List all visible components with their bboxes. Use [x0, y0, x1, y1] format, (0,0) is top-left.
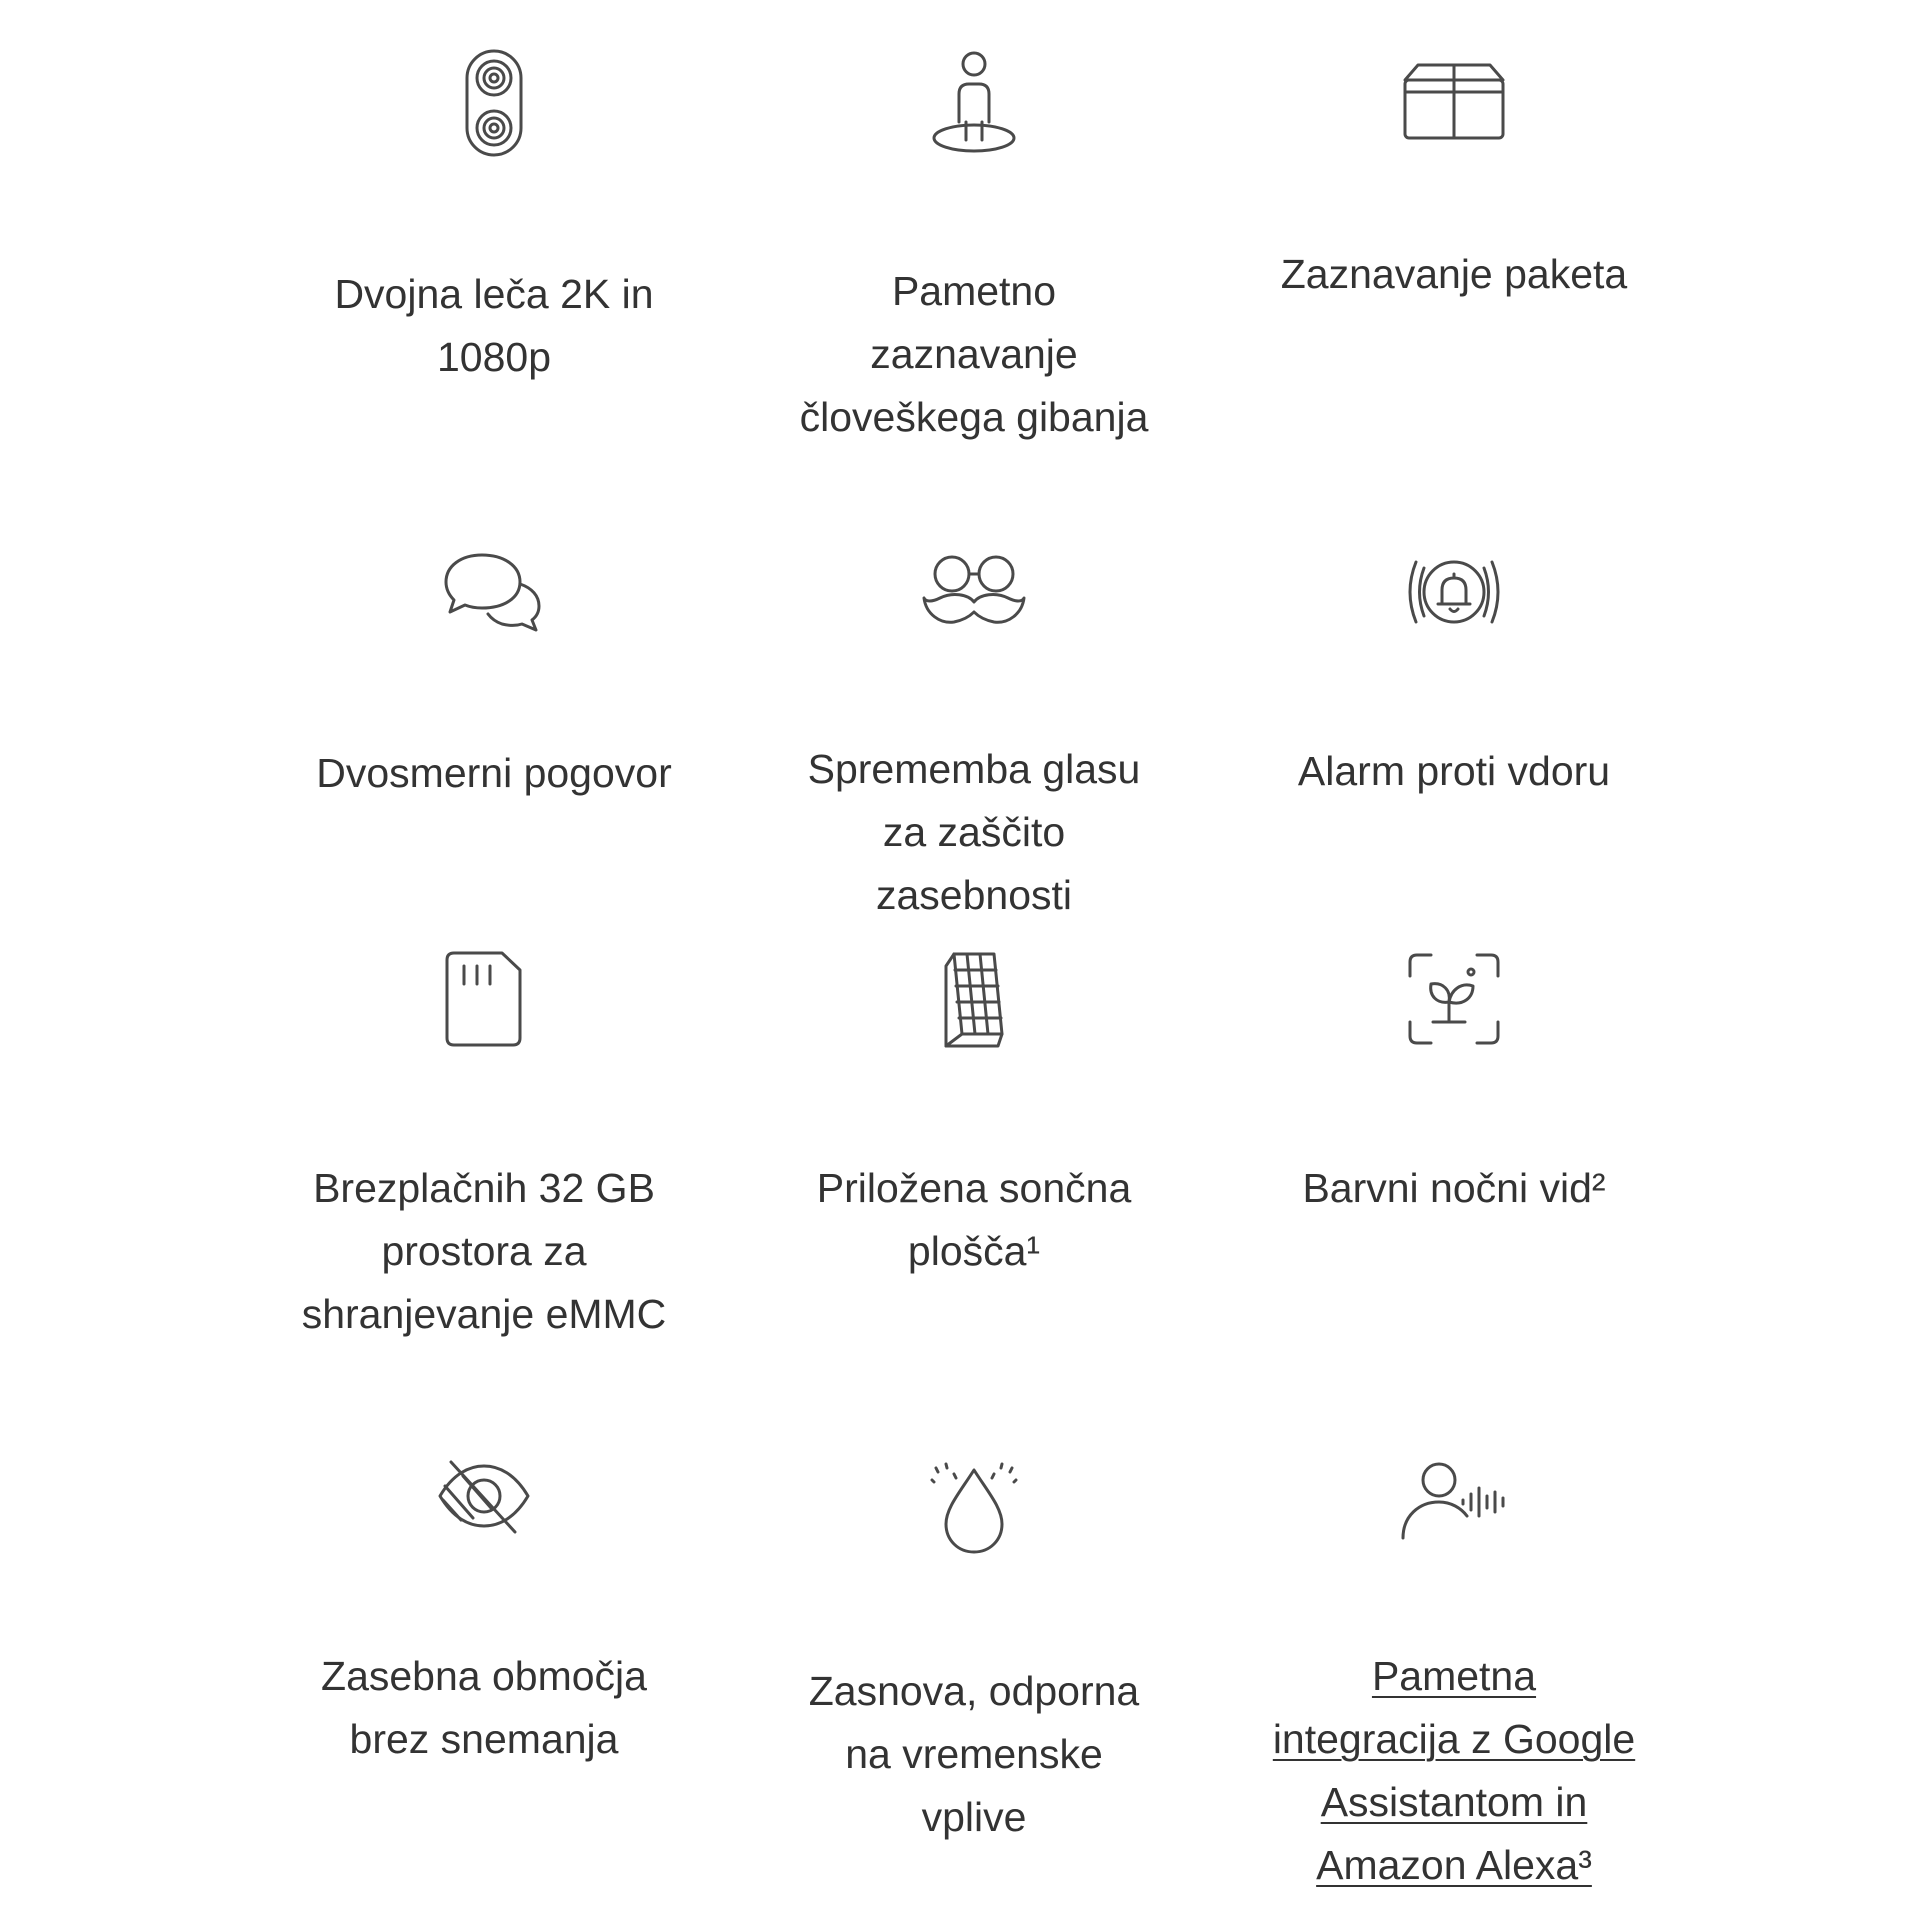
feature-label: Alarm proti vdoru: [1297, 748, 1611, 794]
feature-storage: [274, 950, 694, 1048]
color-night-vision-icon: [1407, 952, 1501, 1046]
google-alexa-integration-link[interactable]: Pametna integracija z Google Assistantom in Amazon Alexa³: [1272, 1653, 1636, 1888]
feature-color-night-vision: [1244, 952, 1664, 1046]
feature-voice-changer: [764, 552, 1184, 632]
voice-assistant-icon: [1399, 1460, 1509, 1540]
solar-panel-icon: [942, 950, 1006, 1048]
voice-changer-mask-icon: [922, 552, 1026, 632]
feature-human-motion: [764, 50, 1184, 155]
feature-voice-assistant: [1244, 1460, 1664, 1540]
feature-privacy-zones: [274, 1456, 694, 1536]
privacy-eye-off-icon: [437, 1456, 531, 1536]
feature-label: Priložena sončna plošča¹: [816, 1165, 1132, 1274]
feature-solar-panel: [764, 950, 1184, 1048]
feature-intrusion-alarm: [1244, 552, 1664, 632]
feature-label: Barvni nočni vid²: [1302, 1165, 1606, 1211]
feature-dual-lens: [284, 48, 704, 158]
chat-bubbles-icon: [444, 550, 544, 634]
feature-label: Pametno zaznavanje človeškega gibanja: [799, 268, 1149, 440]
feature-label: Dvosmerni pogovor: [316, 750, 672, 796]
feature-label: Sprememba glasu za zaščito zasebnosti: [807, 746, 1141, 918]
human-motion-icon: [929, 50, 1019, 155]
feature-label: Brezplačnih 32 GB prostora za shranjevanje eMMC: [301, 1165, 667, 1337]
weatherproof-drop-icon: [924, 1460, 1024, 1556]
storage-card-icon: [444, 950, 524, 1048]
feature-label: Zasebna območja brez snemanja: [321, 1653, 647, 1762]
feature-weatherproof: [764, 1460, 1184, 1556]
dual-lens-camera-icon: [464, 48, 524, 158]
package-box-icon: [1402, 62, 1506, 142]
feature-label: Zasnova, odporna na vremenske vplive: [808, 1668, 1140, 1840]
intrusion-alarm-bell-icon: [1404, 552, 1504, 632]
feature-package-detection: [1244, 62, 1664, 142]
feature-two-way-talk: [284, 550, 704, 634]
feature-label: Dvojna leča 2K in 1080p: [334, 271, 654, 380]
feature-label: Zaznavanje paketa: [1280, 251, 1628, 297]
